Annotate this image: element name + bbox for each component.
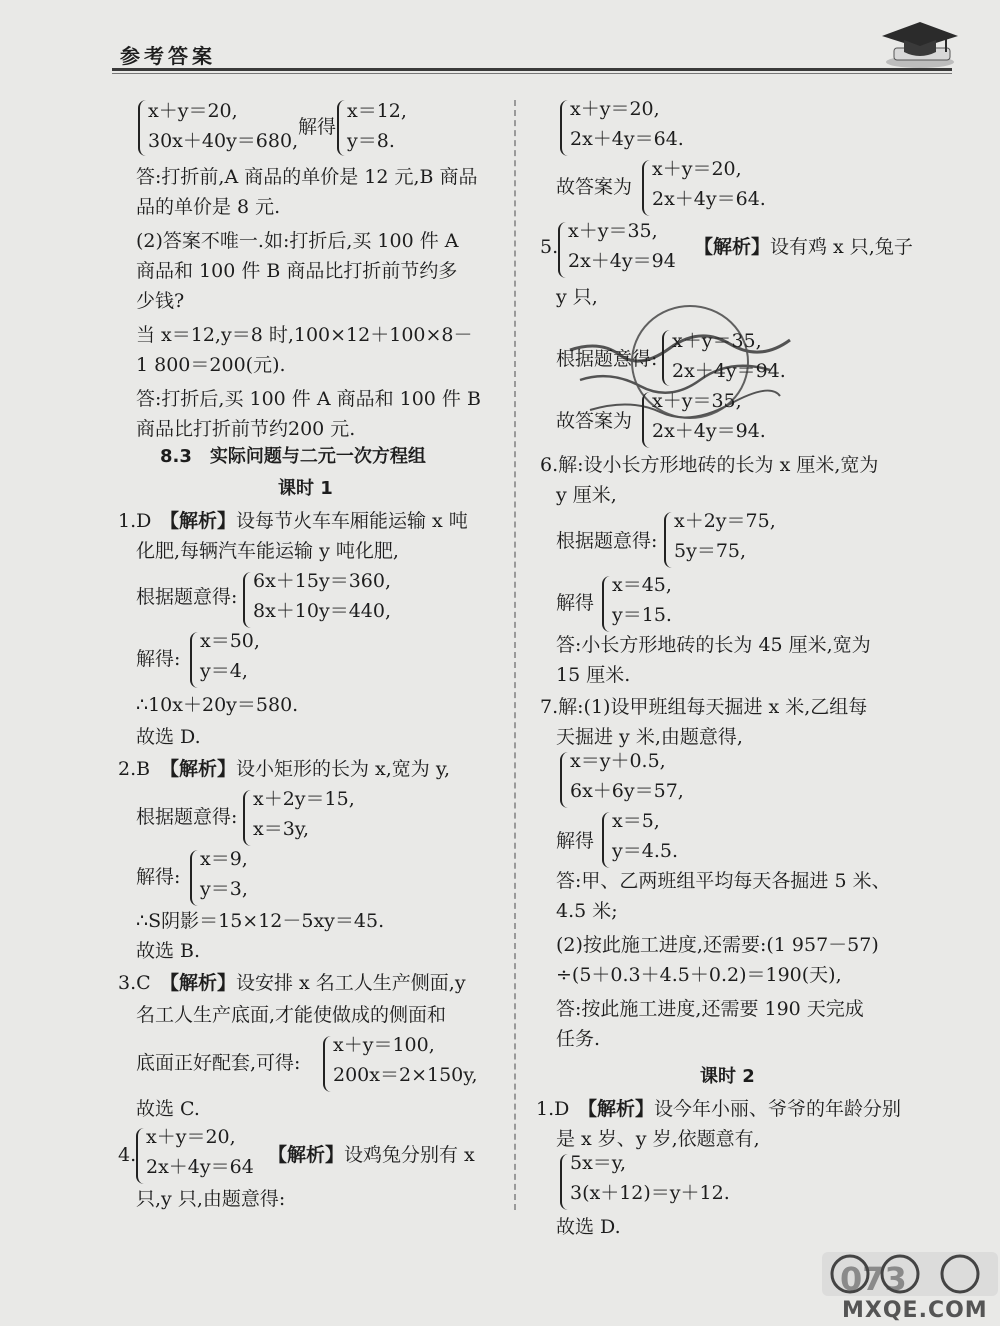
equation: y＝15. xyxy=(612,604,672,626)
lesson-title: 课时 1 xyxy=(278,478,333,499)
equation: x＝y＋0.5, xyxy=(570,750,666,772)
text-line: 解得: xyxy=(136,648,181,670)
text-line: 故答案为 xyxy=(556,176,633,198)
equation: x＋y＝35, xyxy=(672,330,762,352)
answer-number: 3.C xyxy=(118,972,151,994)
text-line: 根据题意得: xyxy=(556,530,658,552)
equation: x＋y＝35, xyxy=(568,220,658,242)
answer-number: 1.D xyxy=(118,510,152,532)
equation: y＝3, xyxy=(200,878,248,900)
text-line: 底面正好配套,可得: xyxy=(136,1052,301,1074)
equation: 8x＋10y＝440, xyxy=(253,600,392,622)
equation: 30x＋40y＝680, xyxy=(148,130,299,152)
text-line: 商品比打折前节约200 元. xyxy=(136,418,356,440)
equation: 6x＋15y＝360, xyxy=(253,570,392,592)
text-line: 答:打折前,A 商品的单价是 12 元,B 商品 xyxy=(136,166,478,188)
text-line: 7.解:(1)设甲班组每天掘进 x 米,乙组每 xyxy=(540,696,868,718)
text-line: 答:小长方形地砖的长为 45 厘米,宽为 xyxy=(556,634,871,656)
text-line: 化肥,每辆汽车能运输 y 吨化肥, xyxy=(136,540,399,562)
text-line: ∴10x＋20y＝580. xyxy=(136,694,299,716)
text-line: 故选 D. xyxy=(556,1216,621,1238)
text-line: (2)按此施工进度,还需要:(1 957－57) xyxy=(556,934,879,956)
text-line: y 厘米, xyxy=(556,484,617,506)
right-column xyxy=(514,0,1000,1326)
equation: x＋2y＝15, xyxy=(253,788,355,810)
equation: x＝45, xyxy=(612,574,672,596)
analysis-label: 【解析】 xyxy=(694,236,771,258)
equation: x＋2y＝75, xyxy=(674,510,776,532)
text-line: 故答案为 xyxy=(556,410,633,432)
equation: x＝12, xyxy=(347,100,407,122)
text-line: 答:按此施工进度,还需要 190 天完成 xyxy=(556,998,864,1020)
text-line: 设小矩形的长为 x,宽为 y, xyxy=(236,758,451,780)
equation: x＝50, xyxy=(200,630,260,652)
text-line: 设每节火车车厢能运输 x 吨 xyxy=(236,510,468,532)
text-line: 故选 B. xyxy=(136,940,201,962)
answer-number: 2.B xyxy=(118,758,151,780)
text-line: 解得 xyxy=(298,116,337,138)
text-line: 任务. xyxy=(556,1028,601,1050)
text-line: 是 x 岁、y 岁,依题意有, xyxy=(556,1128,760,1150)
handwritten-stamp xyxy=(560,300,800,450)
text-line: 设鸡兔分别有 x xyxy=(344,1144,475,1166)
equation: y＝4.5. xyxy=(612,840,678,862)
equation: x＋y＝20, xyxy=(148,100,238,122)
equation: x＋y＝20, xyxy=(652,158,742,180)
text-line: ÷(5＋0.3＋4.5＋0.2)＝190(天), xyxy=(556,964,842,986)
equation: 2x＋4y＝64. xyxy=(652,188,766,210)
section-title: 8.3 实际问题与二元一次方程组 xyxy=(160,446,426,467)
equation: x＝9, xyxy=(200,848,248,870)
answer-number: 1.D xyxy=(536,1098,570,1120)
text-line: 故选 C. xyxy=(136,1098,200,1120)
text-line: 答:甲、乙两班组平均每天各掘进 5 米、 xyxy=(556,870,891,892)
equation: x＋y＝100, xyxy=(333,1034,435,1056)
text-line: 品的单价是 8 元. xyxy=(136,196,281,218)
text-line: 商品和 100 件 B 商品比打折前节约多 xyxy=(136,260,458,282)
equation: y＝4, xyxy=(200,660,248,682)
equation: x＝3y, xyxy=(253,818,310,840)
analysis-label: 【解析】 xyxy=(160,972,237,994)
text-line: 名工人生产底面,才能使做成的侧面和 xyxy=(136,1004,447,1026)
text-line: 根据题意得: xyxy=(136,586,238,608)
equation: 6x＋6y＝57, xyxy=(570,780,684,802)
analysis-label: 【解析】 xyxy=(578,1098,655,1120)
text-line: 只,y 只,由题意得: xyxy=(136,1188,286,1210)
equation: x＋y＝20, xyxy=(570,98,660,120)
text-line: 1 800＝200(元). xyxy=(136,354,286,376)
text-line: ∴S阴影＝15×12－5xy＝45. xyxy=(136,910,385,932)
text-line: 故选 D. xyxy=(136,726,201,748)
text-line: 少钱? xyxy=(136,290,185,312)
analysis-label: 【解析】 xyxy=(160,758,237,780)
text-line: 答:打折后,买 100 件 A 商品和 100 件 B xyxy=(136,388,481,410)
text-line: 设安排 x 名工人生产侧面,y xyxy=(236,972,466,994)
equation: 2x＋4y＝94. xyxy=(652,420,766,442)
equation: x＋y＝35, xyxy=(652,390,742,412)
equation: 2x＋4y＝94. xyxy=(672,360,786,382)
equation: 3(x＋12)＝y＋12. xyxy=(570,1182,730,1204)
answer-number: 5. xyxy=(540,236,559,258)
text-line: 6.解:设小长方形地砖的长为 x 厘米,宽为 xyxy=(540,454,879,476)
equation: 2x＋4y＝94 xyxy=(568,250,676,272)
text-line: 解得 xyxy=(556,592,595,614)
text-line: 天掘进 y 米,由题意得, xyxy=(556,726,743,748)
analysis-label: 【解析】 xyxy=(268,1144,345,1166)
equation: 2x＋4y＝64. xyxy=(570,128,684,150)
text-line: (2)答案不唯一.如:打折后,买 100 件 A xyxy=(136,230,459,252)
text-line: 15 厘米. xyxy=(556,664,631,686)
analysis-label: 【解析】 xyxy=(160,510,237,532)
equation: 5x＝y, xyxy=(570,1152,627,1174)
equation: 200x＝2×150y, xyxy=(333,1064,478,1086)
text-line: 设今年小丽、爷爷的年龄分别 xyxy=(654,1098,902,1120)
equation: 5y＝75, xyxy=(674,540,747,562)
equation: y＝8. xyxy=(347,130,395,152)
text-line: 设有鸡 x 只,兔子 xyxy=(770,236,913,258)
equation: x＝5, xyxy=(612,810,660,832)
text-line: 解得: xyxy=(136,866,181,888)
text-line: 当 x＝12,y＝8 时,100×12＋100×8－ xyxy=(136,324,473,346)
text-line: y 只, xyxy=(556,286,598,308)
equation: x＋y＝20, xyxy=(146,1126,236,1148)
text-line: 根据题意得: xyxy=(556,348,658,370)
text-line: 根据题意得: xyxy=(136,806,238,828)
equation: 2x＋4y＝64 xyxy=(146,1156,254,1178)
text-line: 解得 xyxy=(556,830,595,852)
text-line: 4.5 米; xyxy=(556,900,618,922)
watermark-site: MXQE.COM xyxy=(842,1298,988,1323)
answer-number: 4. xyxy=(118,1144,137,1166)
header-title: 参考答案 xyxy=(120,44,216,68)
lesson-title: 课时 2 xyxy=(700,1066,755,1087)
